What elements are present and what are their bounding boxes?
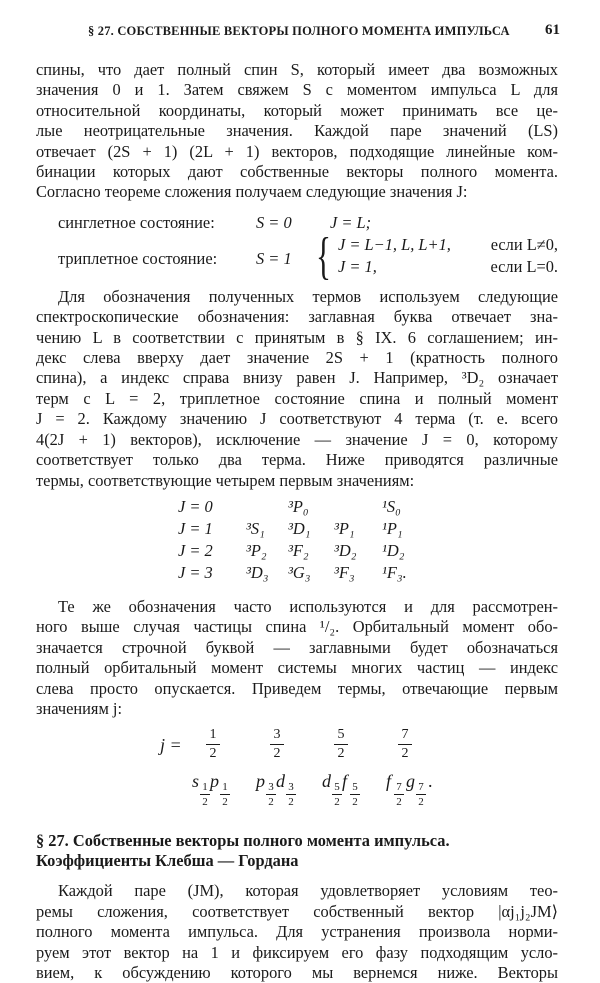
terms-cell: J = 2: [178, 540, 213, 560]
text-line: декс слева вверху дает значение 2S + 1 (кратность полного: [36, 348, 558, 368]
text-line: спина), а индекс справа внизу равен J. Например, ³D₂ означает: [36, 368, 558, 388]
fraction-numerator: 5: [337, 727, 345, 743]
curly-brace: {: [316, 227, 331, 285]
text-line: Каждой паре (JM), которая удовлетворяет условиям тео-: [58, 881, 558, 901]
term-letter: d: [276, 771, 285, 792]
fraction: [206, 727, 220, 762]
text-line: терм с L = 2, триплетное состояние спина и полный момент: [36, 388, 558, 408]
term-letter: p: [256, 771, 265, 792]
fraction-denominator: 2: [273, 746, 281, 762]
text-line: слева просто опускается. Приведем термы, отвечающие первым: [36, 678, 558, 698]
page-body: [36, 60, 558, 983]
term-letter: f: [342, 771, 348, 792]
term-letter: f: [386, 771, 392, 792]
text-line: относительной координаты, который может принимать все це-: [36, 100, 558, 120]
terms-cell: ¹F₃.: [382, 562, 407, 582]
fraction-bar: [206, 744, 220, 745]
terms-cell: ³G₃: [288, 562, 311, 582]
text-line: термы, соответствующие четырем первым значениям:: [36, 470, 415, 490]
terms-cell: ³F₂: [288, 540, 309, 560]
fraction-denominator: 2: [337, 746, 345, 762]
terms-cell: ³D₃: [246, 562, 269, 582]
singlet-j-value: J = L;: [330, 212, 372, 232]
spin-states-formula: [36, 211, 558, 285]
text-line: полного момента импульса. Для устранения произвола норми-: [36, 922, 558, 942]
paragraph-2: [36, 287, 558, 491]
terms-cell: ³P₁: [334, 518, 355, 538]
section-title-line: § 27. Собственные векторы полного момента импульса.: [36, 831, 450, 851]
singlet-label: синглетное состояние:: [58, 212, 215, 232]
subscript-fraction: 1 2: [200, 781, 210, 808]
fraction-numerator: 3: [273, 727, 281, 743]
terms-cell: ¹P₁: [382, 518, 403, 538]
singlet-s-value: S = 0: [256, 212, 292, 232]
fraction-numerator: 7: [401, 727, 409, 743]
triplet-case-2-condition: если L=0.: [490, 256, 558, 276]
text-line: значения 0 и 1. Затем свяжем S с моментом импульса L для: [36, 80, 558, 100]
page-number: 61: [545, 22, 560, 38]
fraction: [270, 727, 284, 762]
fraction: [334, 727, 348, 762]
text-line: вием, к обсуждению которого мы вернемся ниже. Векторы: [36, 962, 558, 982]
j-label: j =: [160, 735, 182, 756]
term-letter: d: [322, 771, 331, 792]
fraction-denominator: 2: [209, 746, 217, 762]
text-line: значается строчной буквой — заглавными будет обозначаться: [36, 637, 558, 657]
subscript-fraction: 5 2: [332, 781, 342, 808]
terms-cell: ³S₁: [246, 518, 265, 538]
terminal-period: .: [428, 771, 433, 792]
page-header: [58, 20, 560, 44]
terms-cell: ³P₀: [288, 496, 309, 516]
text-line: ного выше случая частицы спина ¹/₂. Орбитальный момент обо-: [36, 617, 558, 637]
fraction-denominator: 2: [401, 746, 409, 762]
subscript-fraction: 7 2: [416, 781, 426, 808]
triplet-case-2: J = 1,: [338, 256, 377, 276]
terms-cell: ³D₂: [334, 540, 357, 560]
paragraph-4: [36, 881, 558, 983]
terms-cell: J = 3: [178, 562, 213, 582]
subscript-fraction: 1 2: [220, 781, 230, 808]
text-line: Те же обозначения часто используются и для рассмотрен-: [58, 596, 558, 616]
triplet-label: триплетное состояние:: [58, 248, 218, 268]
subscript-fraction: 5 2: [350, 781, 360, 808]
half-integer-terms: [36, 725, 558, 823]
text-line: значениям j:: [36, 698, 123, 718]
fraction-numerator: 1: [209, 727, 217, 743]
terms-cell: ³D₁: [288, 518, 311, 538]
text-line: чению L в соответствии с принятым в § IX. 6 соглашением; ин-: [36, 327, 558, 347]
triplet-s-value: S = 1: [256, 248, 292, 268]
fraction: [398, 727, 412, 762]
terms-cell: ³F₃: [334, 562, 355, 582]
text-line: руем этот вектор на 1 и фиксируем его фазу подходящим усло-: [36, 942, 558, 962]
fraction-bar: [334, 744, 348, 745]
text-line: Для обозначения полученных термов используем следующие: [58, 286, 558, 306]
text-line: спины, что дает полный спин S, который имеет два возможных: [36, 60, 558, 79]
paragraph-3: [36, 597, 558, 719]
running-head: § 27. СОБСТВЕННЫЕ ВЕКТОРЫ ПОЛНОГО МОМЕНТА ИМПУЛЬСА: [88, 24, 510, 38]
text-line: бинации которых дают собственные векторы полного момента.: [36, 162, 558, 182]
text-line: полный орбитальный момент системы многих частиц — индекс: [36, 658, 558, 678]
text-line: спектроскопические обозначения: заглавная буква отвечает зна-: [36, 307, 558, 327]
terms-cell: ¹D₂: [382, 540, 405, 560]
terms-cell: ³P₂: [246, 540, 267, 560]
text-line: Согласно теореме сложения получаем следующие значения J:: [36, 182, 468, 202]
subscript-fraction: 7 2: [394, 781, 404, 808]
text-line: J = 2. Каждому значению J соответствуют 4 терма (т. е. всего: [36, 409, 558, 429]
text-line: лые неотрицательные значения. Каждой паре значений (LS): [36, 121, 558, 141]
fraction-bar: [398, 744, 412, 745]
terms-cell: ¹S₀: [382, 496, 401, 516]
paragraph-1: [36, 60, 558, 203]
text-line: 4(2J + 1) векторов), исключение — значение J = 0, которому: [36, 429, 558, 449]
terms-cell: J = 0: [178, 496, 213, 516]
subscript-fraction: 3 2: [266, 781, 276, 808]
section-title: [36, 831, 558, 871]
triplet-case-1: J = L−1, L, L+1,: [338, 234, 451, 254]
term-letter: s: [192, 771, 200, 792]
triplet-case-1-condition: если L≠0,: [490, 234, 558, 254]
terms-table: [36, 497, 558, 587]
section-title-line: Коэффициенты Клебша — Гордана: [36, 851, 299, 871]
text-line: ремы сложения, соответствует собственный вектор |αj₁j₂JM⟩: [36, 901, 558, 921]
text-line: отвечает (2S + 1) (2L + 1) векторов, подходящие линейные ком-: [36, 141, 558, 161]
fraction-bar: [270, 744, 284, 745]
terms-cell: J = 1: [178, 518, 213, 538]
term-letter: g: [406, 771, 415, 792]
subscript-fraction: 3 2: [286, 781, 296, 808]
term-letter: p: [210, 771, 219, 792]
text-line: соответствует только два терма. Ниже приводятся различные: [36, 450, 558, 470]
